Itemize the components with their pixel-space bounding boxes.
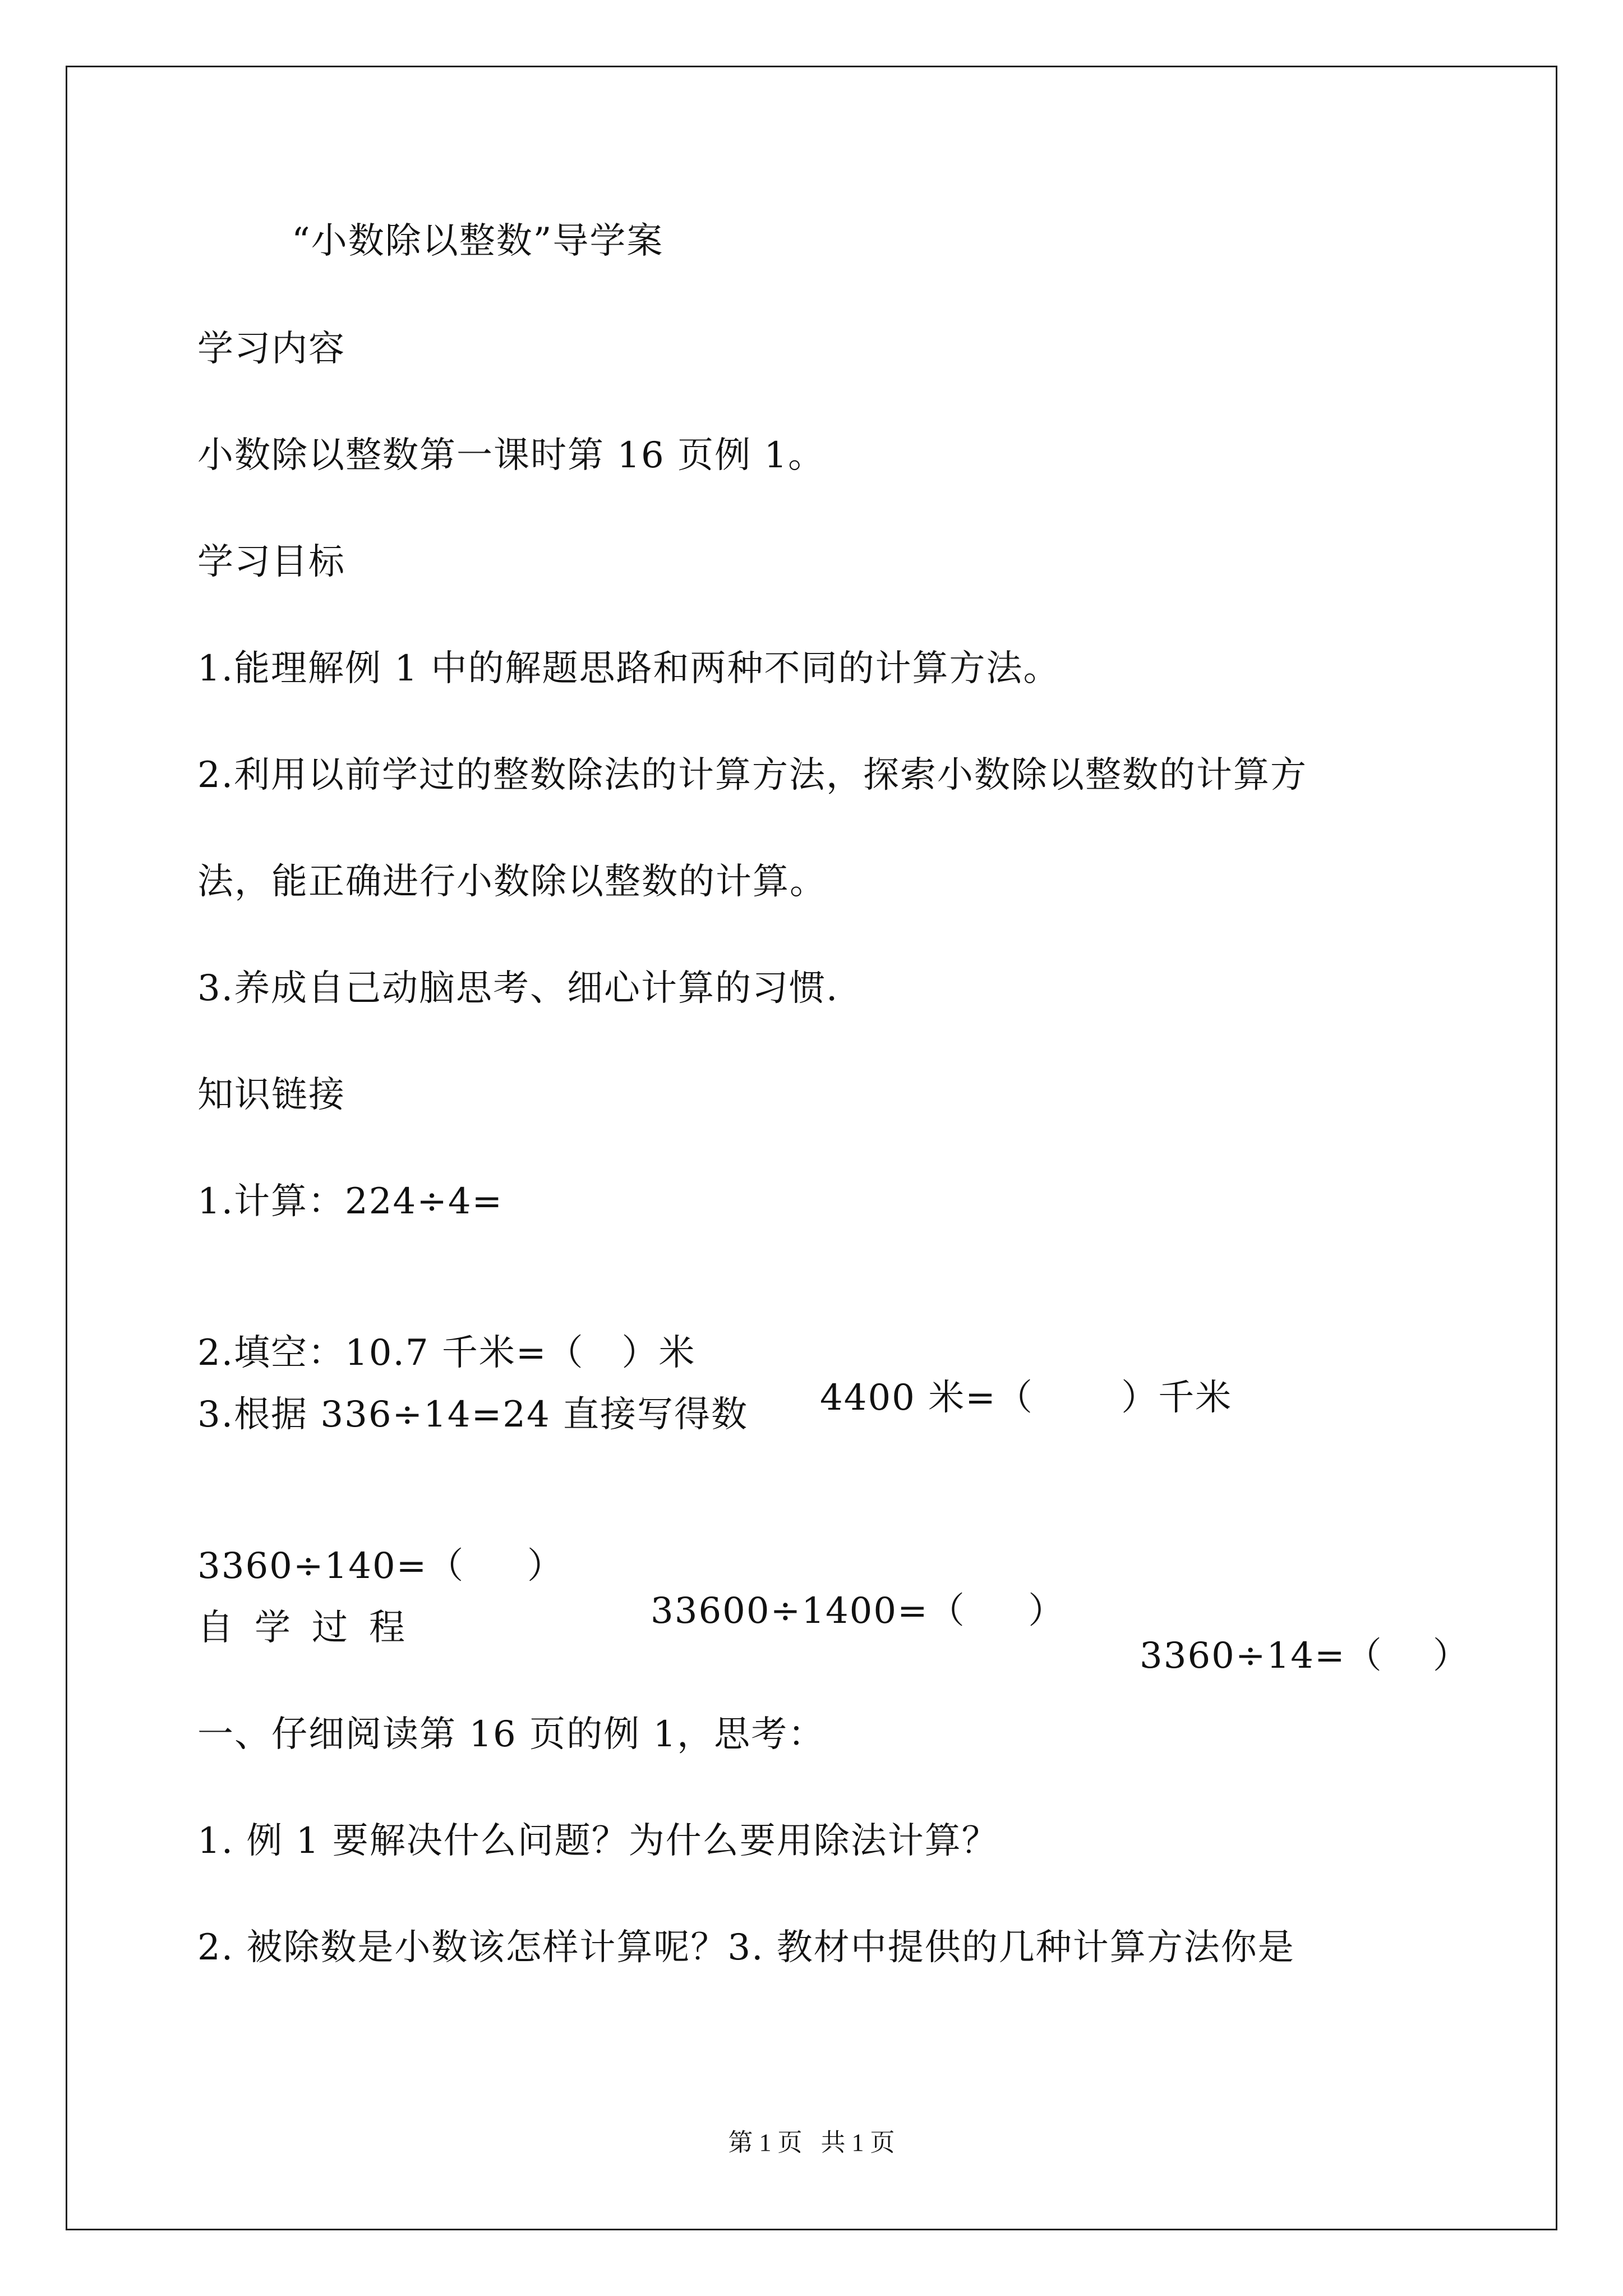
calc-item-3: 3360÷14=（ ） xyxy=(1140,1635,1470,1677)
page-footer: 第 1 页 共 1 页 xyxy=(728,2129,895,2156)
fill-blank-m-to-km: 4400 米=（ ）千米 xyxy=(820,1377,1233,1419)
goal-item-1: 1.能理解例 1 中的解题思路和两种不同的计算方法。 xyxy=(197,648,1061,689)
heading-learning-goals: 学习目标 xyxy=(197,541,345,583)
heading-learning-content: 学习内容 xyxy=(197,328,345,370)
link-item-3: 3.根据 336÷14=24 直接写得数 xyxy=(197,1394,749,1435)
calc-row xyxy=(197,1499,1487,1678)
goal-item-2-line-1: 2.利用以前学过的整数除法的计算方法，探索小数除以整数的计算方 xyxy=(197,754,1308,796)
question-item-2: 2. 被除数是小数该怎样计算呢？3. 教材中提供的几种计算方法你是 xyxy=(197,1927,1295,1968)
calc-item-2: 33600÷1400=（ ） xyxy=(651,1590,1066,1632)
link-item-1: 1.计算：224÷4= xyxy=(197,1181,504,1222)
fill-blank-km-to-m: 2.填空：10.7 千米=（ ）米 xyxy=(197,1332,696,1374)
goal-item-2-line-2: 法，能正确进行小数除以整数的计算。 xyxy=(197,861,827,903)
process-step-1: 一、仔细阅读第 16 页的例 1，思考： xyxy=(197,1714,826,1755)
page-border xyxy=(66,66,1557,2230)
document-title: “小数除以整数”导学案 xyxy=(292,220,664,262)
learning-content-text: 小数除以整数第一课时第 16 页例 1。 xyxy=(197,435,826,476)
calc-item-1: 3360÷140=（ ） xyxy=(197,1545,564,1587)
heading-knowledge-links: 知识链接 xyxy=(197,1074,345,1116)
goal-item-3: 3.养成自己动脑思考、细心计算的习惯. xyxy=(197,968,839,1009)
heading-self-study-process: 自学过程 xyxy=(197,1607,426,1649)
question-item-1: 1. 例 1 要解决什么问题？为什么要用除法计算？ xyxy=(197,1820,999,1862)
